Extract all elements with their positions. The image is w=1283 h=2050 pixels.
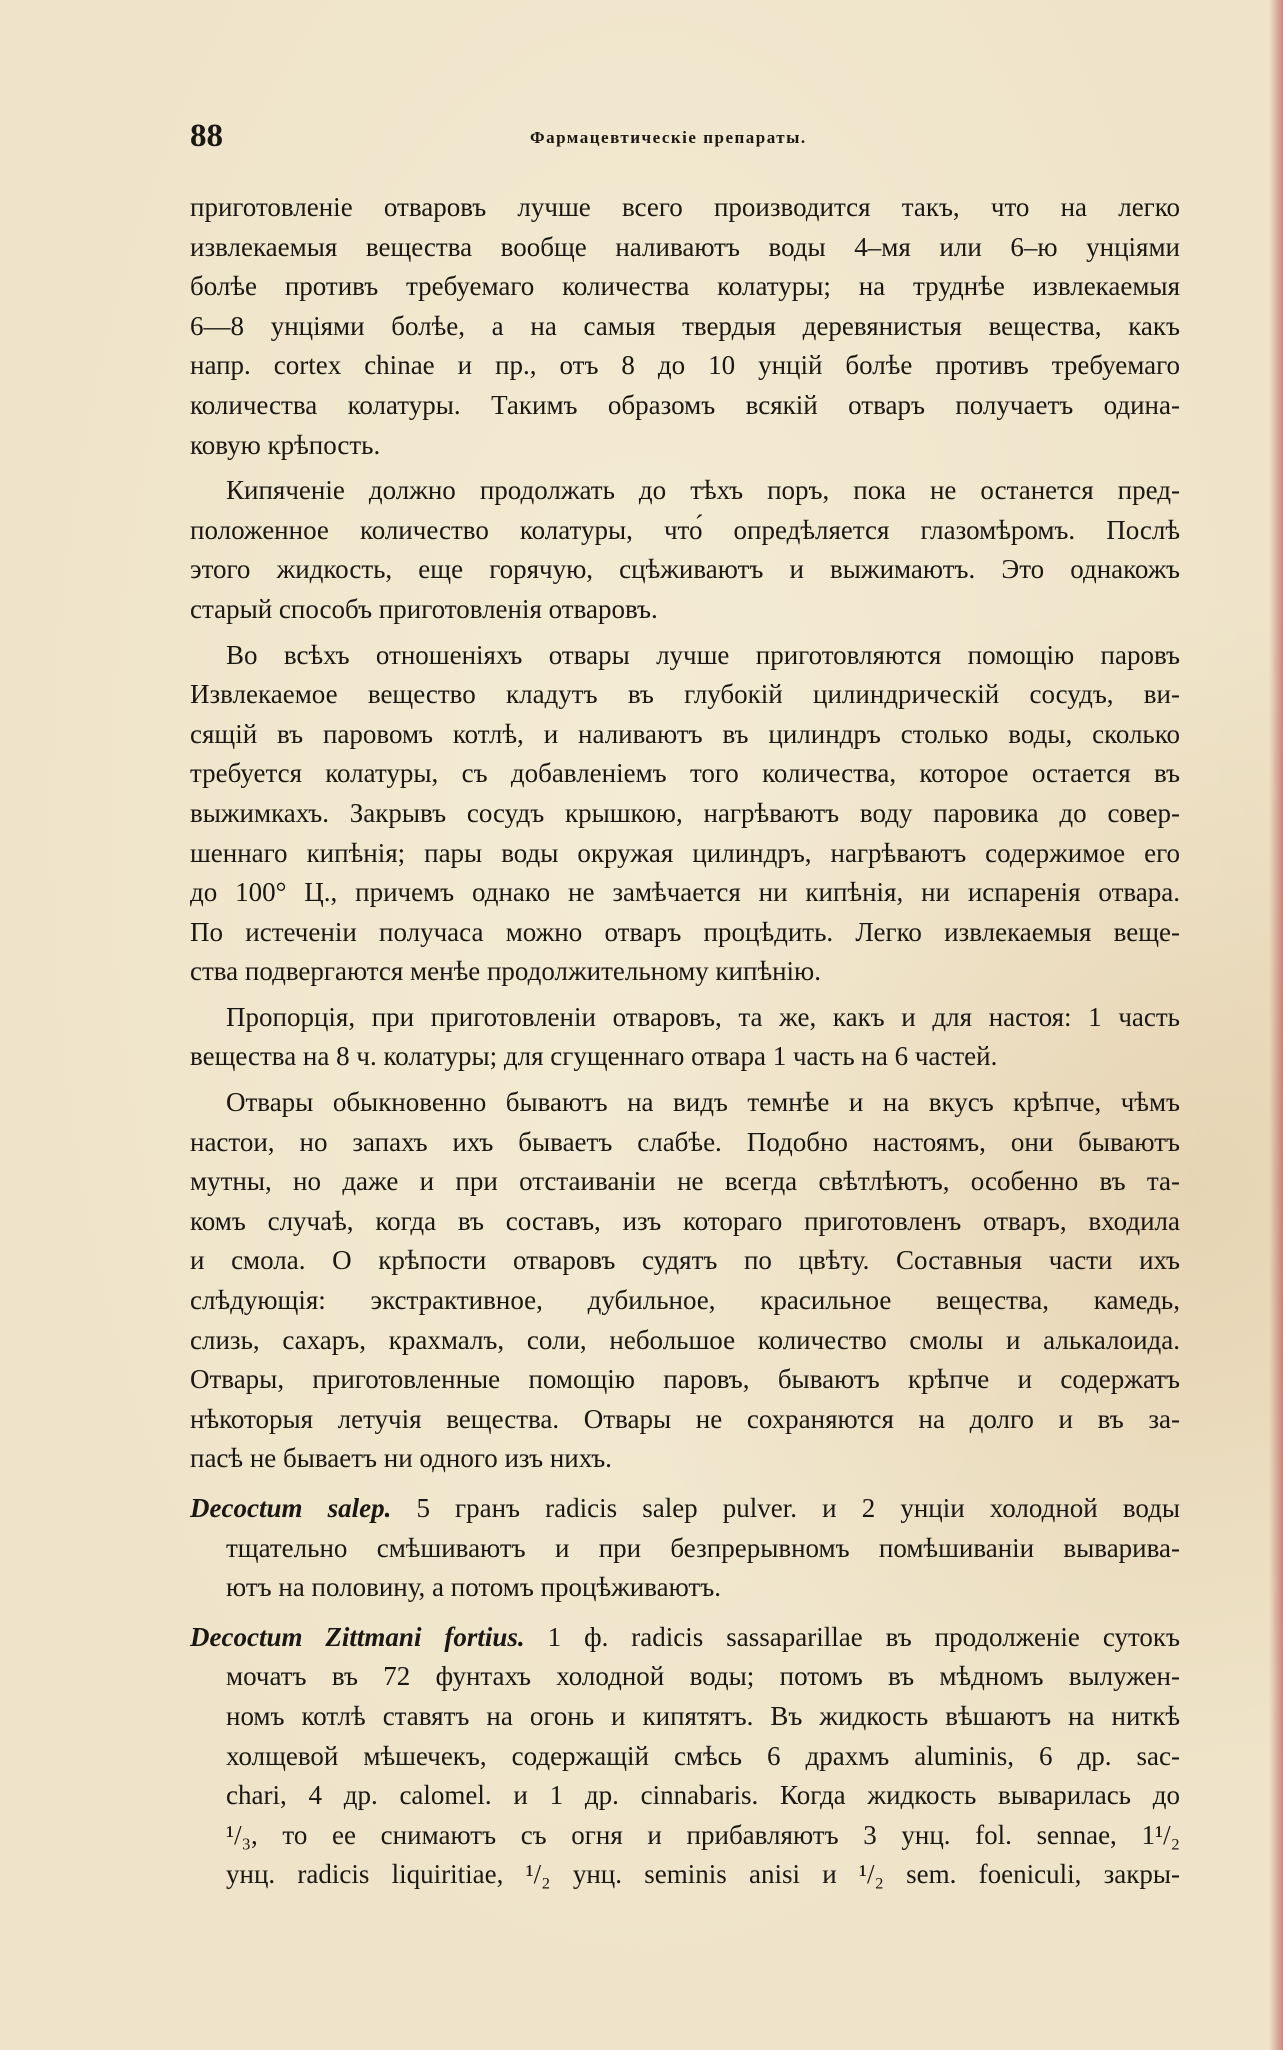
text-line: мочатъ въ 72 фунтахъ холодной воды; потомъ въ мѣдномъ вылужен-	[226, 1661, 1180, 1692]
text-line: ¹/₃, то ее снимаютъ съ огня и прибавляютъ 3 унц. fol. sennae, 1¹/₂	[226, 1819, 1180, 1850]
text-line: выжимкахъ. Закрывъ сосудъ крышкою, нагрѣваютъ воду паровика до совер-	[190, 797, 1180, 828]
text-line: холщевой мѣшечекъ, содержащій смѣсь 6 драхмъ aluminis, 6 др. sac-	[226, 1740, 1180, 1771]
text-line: вещества на 8 ч. колатуры; для сгущеннаго отвара 1 часть на 6 частей.	[190, 1041, 998, 1072]
body-text	[190, 188, 1180, 1895]
text-line: старый способъ приготовленія отваровъ.	[190, 593, 658, 624]
text-line: По истеченіи получаса можно отваръ процѣдить. Легко извлекаемыя веще-	[190, 916, 1180, 947]
text-line: Во всѣхъ отношеніяхъ отвары лучше приготовляются помощію паровъ	[226, 639, 1180, 670]
text-line: chari, 4 др. calomel. и 1 др. cinnabaris. Когда жидкость выварилась до	[226, 1780, 1180, 1811]
text-line	[190, 1618, 1180, 1658]
recipe-text: 1 ф. radicis sassaparillae въ продолженіе сутокъ	[524, 1621, 1180, 1652]
text-line: шеннаго кипѣнія; пары воды окружая цилиндръ, нагрѣваютъ содержимое его	[190, 837, 1180, 868]
recipe-entry-zittmani	[190, 1618, 1180, 1895]
page-header	[190, 118, 1040, 158]
text-line: тщательно смѣшиваютъ и при безпрерывномъ помѣшиваніи выварива-	[226, 1532, 1180, 1563]
text-line: Отвары обыкновенно бываютъ на видъ темнѣе и на вкусъ крѣпче, чѣмъ	[226, 1087, 1180, 1118]
text-line: этого жидкость, еще горячую, сцѣживаютъ и выжимаютъ. Это однакожъ	[190, 554, 1180, 585]
text-line: количества колатуры. Такимъ образомъ всякій отваръ получаетъ одина-	[190, 389, 1180, 420]
text-line: требуется колатуры, съ добавленіемъ того количества, которое остается въ	[190, 758, 1180, 789]
recipe-text: 5 гранъ radicis salep pulver. и 2 унціи холодной воды	[391, 1493, 1180, 1523]
running-head: Фармацевтическіе препараты.	[530, 128, 807, 147]
text-line: настои, но запахъ ихъ бываетъ слабѣе. Подобно настоямъ, они бываютъ	[190, 1126, 1180, 1157]
recipe-entry-salep	[190, 1489, 1180, 1608]
text-line: слизь, сахаръ, крахмалъ, соли, небольшое количество смолы и алькалоида.	[190, 1324, 1180, 1355]
recipe-term: Decoctum Zittmani fortius.	[190, 1621, 525, 1652]
paragraph-5	[190, 1083, 1180, 1479]
paragraph-2	[190, 471, 1180, 629]
text-line: мутны, но даже и при отстаиваніи не всегда свѣтлѣютъ, особенно въ та-	[190, 1166, 1180, 1197]
text-line: приготовленіе отваровъ лучше всего производится такъ, что на легко	[190, 192, 1180, 222]
text-line: номъ котлѣ ставятъ на огонь и кипятятъ. Въ жидкость вѣшаютъ на ниткѣ	[226, 1700, 1180, 1731]
text-line: Пропорція, при приготовленіи отваровъ, та же, какъ и для настоя: 1 часть	[226, 1001, 1180, 1032]
page-number: 88	[190, 118, 223, 154]
text-line: слѣдующія: экстрактивное, дубильное, красильное вещества, камедь,	[190, 1285, 1180, 1316]
text-line: унц. radicis liquiritiae, ¹/₂ унц. seminis anisi и ¹/₂ sem. foeniculi, закры-	[226, 1859, 1180, 1890]
text-line: комъ случаѣ, когда въ составъ, изъ котораго приготовленъ отваръ, входила	[190, 1205, 1180, 1236]
text-line: ства подвергаются менѣе продолжительному кипѣнію.	[190, 956, 821, 987]
recipe-term: Decoctum salep.	[190, 1493, 392, 1523]
text-line	[190, 1489, 1180, 1529]
text-line: положенное количество колатуры, что́ опредѣляется глазомѣромъ. Послѣ	[190, 514, 1180, 545]
text-line: Кипяченіе должно продолжать до тѣхъ поръ, пока не останется пред-	[226, 475, 1180, 506]
text-line: нѣкоторыя летучія вещества. Отвары не сохраняются на долго и въ за-	[190, 1403, 1180, 1434]
page-edge	[1269, 0, 1283, 2050]
paragraph-1	[190, 188, 1180, 465]
text-line: болѣе противъ требуемаго количества колатуры; на труднѣе извлекаемыя	[190, 271, 1180, 302]
text-line: напр. cortex chinae и пр., отъ 8 до 10 унцій болѣе противъ требуемаго	[190, 350, 1180, 381]
text-line: и смола. О крѣпости отваровъ судятъ по цвѣту. Составныя части ихъ	[190, 1245, 1180, 1276]
paragraph-4	[190, 998, 1180, 1077]
text-line: 6—8 унціями болѣе, а на самыя твердыя деревянистыя вещества, какъ	[190, 310, 1180, 341]
text-line: сящій въ паровомъ котлѣ, и наливаютъ въ цилиндръ столько воды, сколько	[190, 718, 1180, 749]
text-line: ютъ на половину, а потомъ процѣживаютъ.	[226, 1572, 721, 1603]
text-line: Извлекаемое вещество кладутъ въ глубокій цилиндрическій сосудъ, ви-	[190, 679, 1180, 710]
paragraph-3	[190, 636, 1180, 992]
text-line: Отвары, приготовленные помощію паровъ, бываютъ крѣпче и содержатъ	[190, 1364, 1180, 1395]
text-line: до 100° Ц., причемъ однако не замѣчается ни кипѣнія, ни испаренія отвара.	[190, 877, 1180, 908]
text-line: извлекаемыя вещества вообще наливаютъ воды 4–мя или 6–ю унціями	[190, 231, 1180, 262]
text-line: пасѣ не бываетъ ни одного изъ нихъ.	[190, 1443, 612, 1474]
text-line: ковую крѣпость.	[190, 429, 381, 460]
